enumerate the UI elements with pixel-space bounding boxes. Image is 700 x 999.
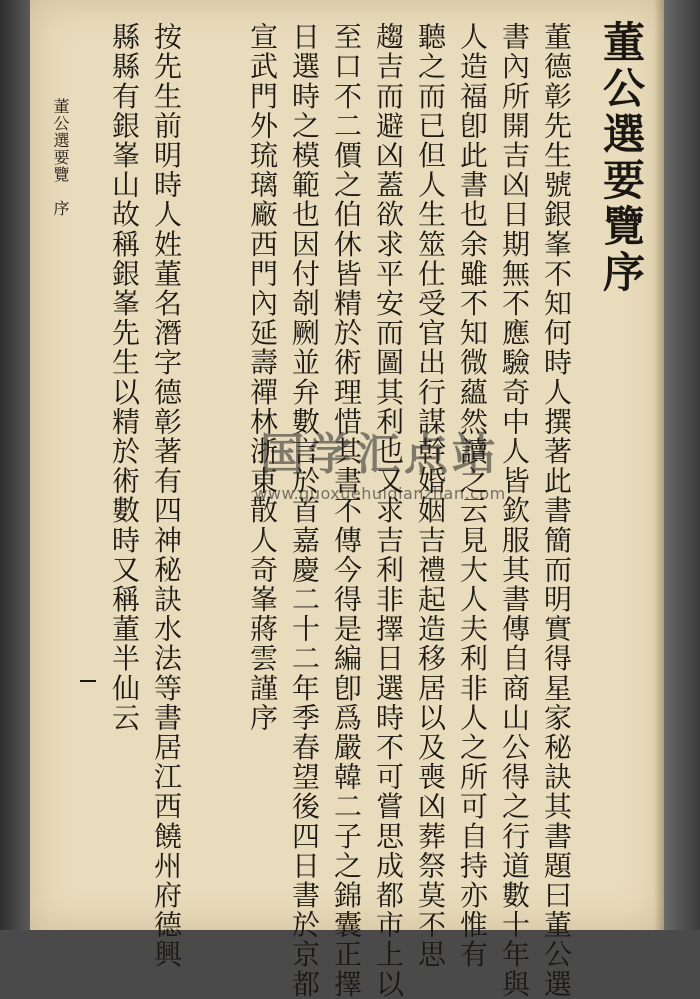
page-number-mark [80, 680, 96, 682]
page-fold-shadow [654, 0, 664, 930]
text-column-2: 書內所開吉凶日期無不應驗奇中人皆欽服其書傳自商山公得之行道數十年與 [498, 22, 531, 999]
note-column-1: 按先生前明時人姓董名潛字德彰著有四神秘訣水法等書居江西饒州府德興 [150, 22, 183, 970]
running-head: 董公選要覽 序 [51, 98, 70, 217]
scan-margin-right [664, 0, 700, 930]
watermark-text: 国学汇点站 [260, 429, 500, 480]
preface-title: 董公選要覽序 [597, 20, 646, 296]
book-page [30, 0, 664, 999]
text-column-8: 宣武門外琉璃廠西門內延壽禪林浙東散人奇峯蔣雲謹序 [246, 22, 279, 733]
text-column-1: 董德彰先生號銀峯不知何時人撰著此書簡而明實得星家秘訣其書題曰董公選 [540, 22, 573, 999]
watermark [240, 418, 520, 503]
text-column-5: 趨吉而避凶蓋欲求平安而圖其利也又求吉利非擇日選時不可嘗思成都市上以 [372, 22, 405, 999]
note-column-2: 縣縣有銀峯山故稱銀峯先生以精於術數時又稱董半仙云 [108, 22, 141, 733]
text-column-4: 聽之而已但人生筮仕受官出行謀幹婚姻吉禮起造移居以及喪凶葬祭莫不思 [414, 22, 447, 970]
text-column-3: 人造福卽此書也余雖不知微蘊然讀之云見大人夫利非人之所可自持亦惟有 [456, 22, 489, 970]
watermark-url: www.guoxuehuidianzhan.com [254, 484, 506, 503]
text-column-6: 至口不二價之伯休皆精於術理惜其書不傳今得是編卽爲嚴韓二子之錦囊正擇 [330, 22, 363, 999]
scan-margin-left [0, 0, 30, 930]
text-column-7: 日選時之模範也因付剞劂並弁數言於首嘉慶二十二年季春望後四日書於京都 [288, 22, 321, 999]
